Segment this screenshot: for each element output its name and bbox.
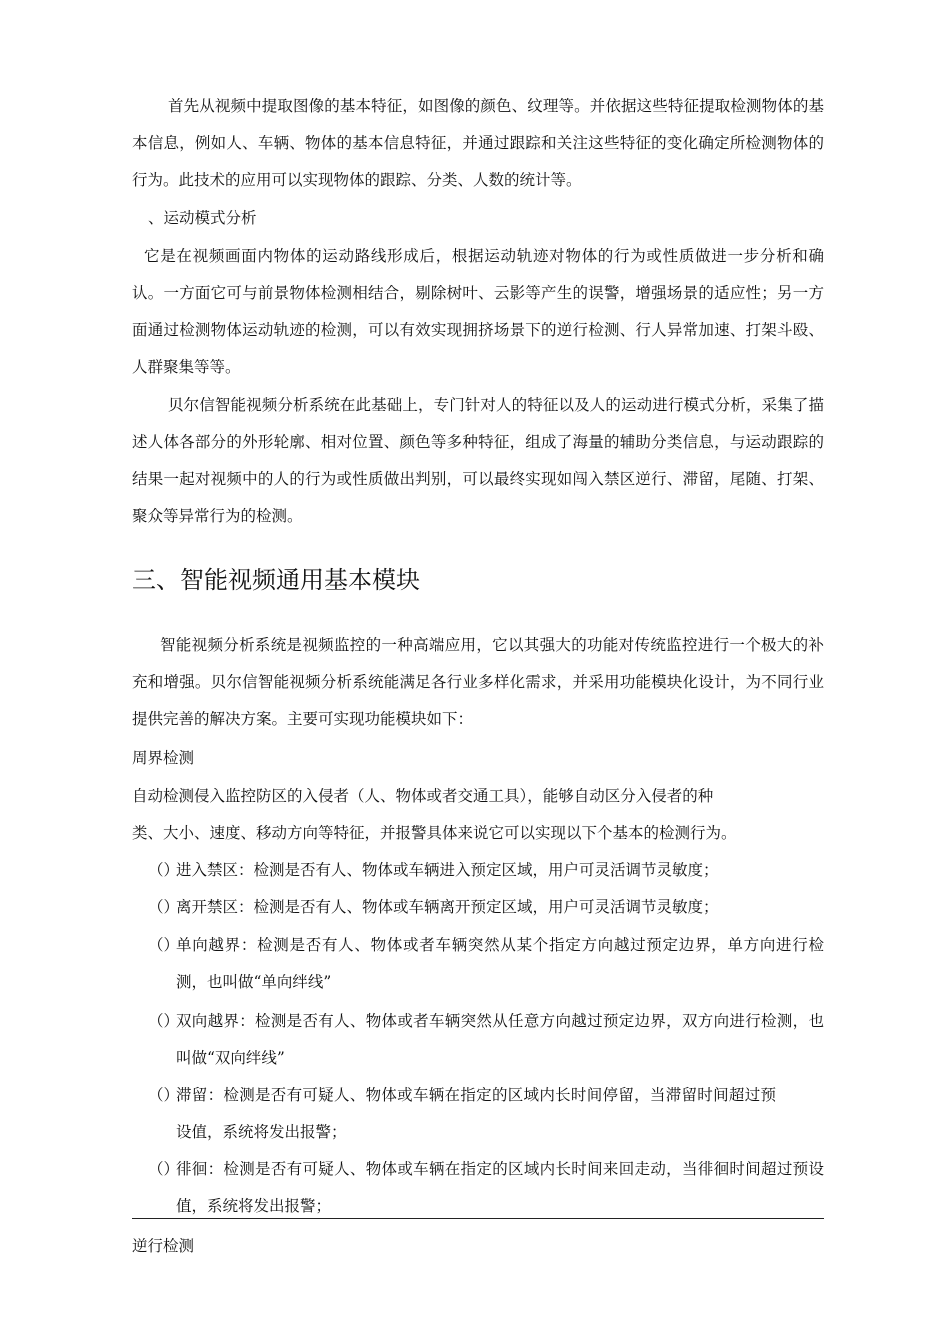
list-item-text: 徘徊：检测是否有可疑人、物体或车辆在指定的区域内长时间来回走动，当徘徊时间超过预设值，系统将发出报警； (176, 1160, 824, 1215)
list-item-loitering-stay (148, 1077, 824, 1151)
list-item-enter-zone (148, 852, 824, 889)
list-item-one-way-tripwire (148, 927, 824, 1001)
list-item-text: 双向越界：检测是否有人、物体或者车辆突然从任意方向越过预定边界，双方向进行检测，也叫做“双向绊线” (176, 1012, 824, 1067)
list-item-text: 离开禁区：检测是否有人、物体或车辆离开预定区域，用户可灵活调节灵敏度； (176, 898, 719, 916)
list-item-two-way-tripwire (148, 1003, 824, 1077)
perimeter-detection-line1: 自动检测侵入监控防区的入侵者（人、物体或者交通工具），能够自动区分入侵者的种 (132, 787, 714, 805)
perimeter-detection-line2: 类、大小、速度、移动方向等特征，并报警具体来说它可以实现以下个基本的检测行为。 (132, 824, 737, 842)
list-item-text: 单向越界：检测是否有人、物体或者车辆突然从某个指定方向越过预定边界，单方向进行检测，也叫做“单向绊线” (176, 936, 824, 991)
list-marker: （） (148, 861, 180, 879)
list-item-wandering (148, 1151, 824, 1225)
list-marker: （） (148, 898, 180, 916)
list-item-text: 进入禁区：检测是否有人、物体或车辆进入预定区域，用户可灵活调节灵敏度； (176, 861, 719, 879)
list-marker: （） (148, 936, 180, 954)
list-item-leave-zone (148, 889, 824, 926)
section-heading-basic-modules: 三、智能视频通用基本模块 (132, 566, 420, 594)
list-marker: （） (148, 1086, 180, 1104)
paragraph-beiersin-analysis: 贝尔信智能视频分析系统在此基础上，专门针对人的特征以及人的运动进行模式分析，采集了描述人体各部分的外形轮廓、相对位置、颜色等多种特征，组成了海量的辅助分类信息，与运动跟踪的结果一起对视频中的人的行为或性质做出判别，可以最终实现如闯入禁区逆行、滞留，尾随、打架、聚众等异常行为的检测。 (132, 396, 824, 525)
paragraph-motion-pattern: 它是在视频画面内物体的运动路线形成后，根据运动轨迹对物体的行为或性质做进一步分析和确认。一方面它可与前景物体检测相结合，剔除树叶、云影等产生的误警，增强场景的适应性；另一方面通过检测物体运动轨迹的检测，可以有效实现拥挤场景下的逆行检测、行人异常加速、打架斗殴、人群聚集等等。 (132, 247, 824, 376)
horizontal-rule (132, 1218, 824, 1219)
list-marker: （） (148, 1160, 180, 1178)
paragraph-feature-extraction: 首先从视频中提取图像的基本特征，如图像的颜色、纹理等。并依据这些特征提取检测物体的基本信息，例如人、车辆、物体的基本信息特征，并通过跟踪和关注这些特征的变化确定所检测物体的行为。此技术的应用可以实现物体的跟踪、分类、人数的统计等。 (132, 97, 824, 189)
subheading-motion-pattern-analysis: 、运动模式分析 (148, 209, 257, 227)
retrograde-detection-title: 逆行检测 (132, 1237, 195, 1255)
perimeter-detection-title: 周界检测 (132, 749, 195, 767)
paragraph-intro-modules: 智能视频分析系统是视频监控的一种高端应用，它以其强大的功能对传统监控进行一个极大的补充和增强。贝尔信智能视频分析系统能满足各行业多样化需求，并采用功能模块化设计，为不同行业提供完善的解决方案。主要可实现功能模块如下： (132, 636, 824, 728)
list-marker: （） (148, 1012, 180, 1030)
list-item-text: 滞留：检测是否有可疑人、物体或车辆在指定的区域内长时间停留，当滞留时间超过预设值，系统将发出报警； (176, 1086, 776, 1141)
